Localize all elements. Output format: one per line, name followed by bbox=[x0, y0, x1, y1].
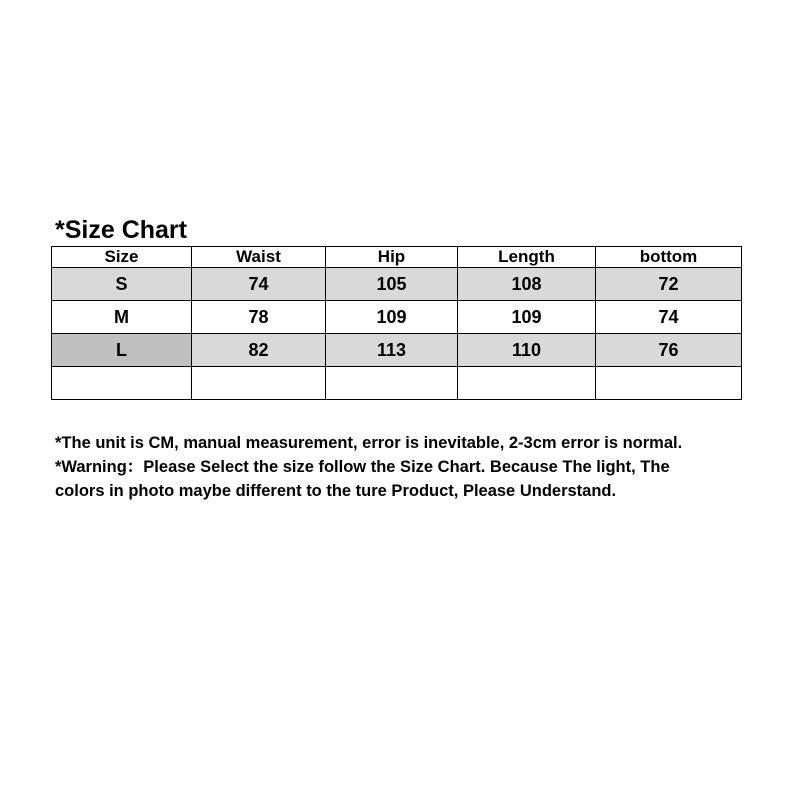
empty-cell bbox=[192, 367, 326, 400]
column-header-hip: Hip bbox=[326, 247, 458, 268]
waist-cell: 82 bbox=[192, 334, 326, 367]
table-row bbox=[52, 301, 742, 334]
empty-cell bbox=[326, 367, 458, 400]
length-cell: 108 bbox=[458, 268, 596, 301]
waist-cell: 78 bbox=[192, 301, 326, 334]
column-header-waist: Waist bbox=[192, 247, 326, 268]
warning-note-continued: colors in photo maybe different to the ture Product, Please Understand. bbox=[55, 482, 617, 500]
waist-cell: 74 bbox=[192, 268, 326, 301]
hip-cell: 109 bbox=[326, 301, 458, 334]
bottom-cell: 74 bbox=[596, 301, 742, 334]
notes-section bbox=[55, 431, 785, 503]
bottom-cell: 72 bbox=[596, 268, 742, 301]
page-title: *Size Chart bbox=[55, 216, 187, 244]
table-row bbox=[52, 334, 742, 367]
hip-cell: 105 bbox=[326, 268, 458, 301]
column-header-bottom: bottom bbox=[596, 247, 742, 268]
bottom-cell: 76 bbox=[596, 334, 742, 367]
size-cell: S bbox=[52, 268, 192, 301]
unit-note: *The unit is CM, manual measurement, error is inevitable, 2-3cm error is normal. bbox=[55, 434, 683, 452]
table-row-empty bbox=[52, 367, 742, 400]
empty-cell bbox=[52, 367, 192, 400]
size-cell: L bbox=[52, 334, 192, 367]
column-header-size: Size bbox=[52, 247, 192, 268]
empty-cell bbox=[596, 367, 742, 400]
hip-cell: 113 bbox=[326, 334, 458, 367]
warning-note: *Warning：Please Select the size follow the Size Chart. Because The light, The bbox=[55, 458, 670, 476]
column-header-length: Length bbox=[458, 247, 596, 268]
empty-cell bbox=[458, 367, 596, 400]
length-cell: 110 bbox=[458, 334, 596, 367]
size-chart-table bbox=[51, 246, 742, 400]
table-row bbox=[52, 268, 742, 301]
size-cell: M bbox=[52, 301, 192, 334]
table-header-row bbox=[52, 247, 742, 268]
length-cell: 109 bbox=[458, 301, 596, 334]
